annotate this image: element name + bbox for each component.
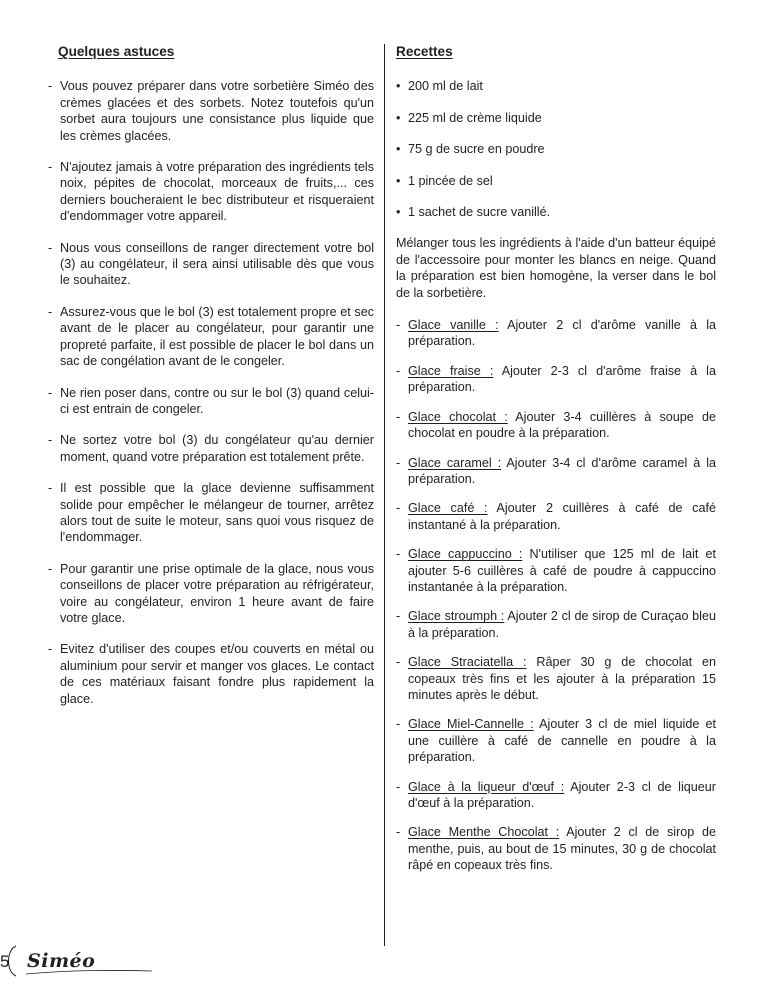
recipe-name: Glace chocolat :: [408, 409, 508, 424]
recipe-text: Ajouter 2-3 cl d'arôme fraise à la préparation.: [408, 363, 716, 395]
bullet-icon: •: [396, 79, 401, 94]
recipe-item: - Glace vanille : Ajouter 2 cl d'arôme vanille à la préparation.: [396, 318, 716, 349]
recipe-text: N'utiliser que 125 ml de lait et ajouter 5-6 cuillères à café de poudre à cappuccino instantanée à la préparation.: [408, 547, 717, 594]
recipe-name: Glace Menthe Chocolat :: [408, 825, 560, 840]
tip-item: - Il est possible que la glace devienne suffisamment solide pour empêcher le mélangeur de tourner, arrêtez alors tout de suite le moteur, sans quoi vous risquez de l'endommager.: [48, 481, 374, 545]
recipe-text: Ajouter 2-3 cl de liqueur d'œuf à la préparation.: [408, 779, 716, 810]
recipe-variants: [396, 317, 716, 874]
recipe-item: - Glace Menthe Chocolat : Ajouter 2 cl de sirop de menthe, puis, au bout de 15 minutes, 30 g de chocolat râpé en copeaux très fins.: [396, 825, 716, 873]
bullet-icon: •: [396, 205, 401, 220]
tip-text: N'ajoutez jamais à votre préparation des ingrédients tels noix, pépites de chocolat, morceaux de fruits,... ces derniers boucheraient le bec distributeur et risqueraient d'endommager votre appareil.: [60, 160, 374, 224]
ingredient-item: • 200 ml de lait: [396, 79, 483, 94]
tip-item: - Evitez d'utiliser des coupes et/ou couverts en métal ou aluminium pour servir et manger vos glaces. Le contact de ces matériaux faisant fondre plus rapidement la glace.: [48, 642, 374, 706]
simeo-logo: Siméo: [27, 950, 96, 972]
bullet-icon: •: [396, 110, 401, 125]
recipe-item: - Glace cappuccino : N'utiliser que 125 ml de lait et ajouter 5-6 cuillères à café de poudre à cappuccino instantanée à la préparation.: [396, 547, 717, 594]
recipe-name: Glace cappuccino :: [408, 547, 523, 562]
ingredient-item: • 1 sachet de sucre vanillé.: [396, 205, 551, 220]
page-footer: [0, 944, 160, 978]
tip-text: Nous vous conseillons de ranger directement votre bol (3) au congélateur, il sera ainsi utilisable dès que vous le souhaitez.: [60, 240, 374, 288]
ingredient-item: • 75 g de sucre en poudre: [396, 142, 545, 157]
recipes-title: Recettes: [396, 44, 453, 59]
recipe-name: Glace caramel :: [408, 455, 502, 470]
bullet-icon: •: [396, 142, 401, 157]
recipe-item: - Glace stroumph : Ajouter 2 cl de sirop de Curaçao bleu à la préparation.: [396, 609, 716, 640]
recipe-name: Glace à la liqueur d'œuf :: [408, 779, 565, 794]
ingredient-item: • 225 ml de crème liquide: [396, 110, 542, 125]
recipe-name: Glace fraise :: [408, 363, 494, 378]
recipe-intro: Mélanger tous les ingrédients à l'aide d'un batteur équipé de l'accessoire pour monter les blancs en neige. Quand la préparation est bien homogène, la verser dans le bol de la sorbetière.: [396, 236, 716, 300]
bullet-icon: •: [396, 173, 401, 188]
recipe-item: - Glace caramel : Ajouter 3-4 cl d'arôme caramel à la préparation.: [396, 455, 717, 486]
recipe-item: - Glace café : Ajouter 2 cuillères à café de café instantané à la préparation.: [396, 501, 716, 532]
tip-item: - Assurez-vous que le bol (3) est totalement propre et sec avant de le placer au congélateur, pour garantir une propreté parfaite, il est possible de placer le bol dans un sac de congélation avant de le congeler.: [48, 304, 374, 369]
page-number: 5: [0, 952, 10, 971]
tip-text: Evitez d'utiliser des coupes et/ou couverts en métal ou aluminium pour servir et manger vos glaces. Le contact de ces matériaux faisant fondre plus rapidement la glace.: [60, 642, 374, 706]
ingredient-list: [396, 78, 716, 220]
recipe-text: Ajouter 3-4 cuillères à soupe de chocolat en poudre à la préparation.: [408, 409, 716, 441]
tip-item: - Vous pouvez préparer dans votre sorbetière Siméo des crèmes glacées et des sorbets. Notez toutefois qu'un sorbet aura toujours une consistance plus liquide que les crèmes glacées.: [48, 79, 374, 143]
recipe-text: Ajouter 2 cl de sirop de menthe, puis, au bout de 15 minutes, 30 g de chocolat râpé en copeaux très fins.: [408, 825, 716, 873]
tip-text: Pour garantir une prise optimale de la glace, nous vous conseillons de placer votre préparation au réfrigérateur, voire au congélateur, environ 1 heure avant de faire votre glace.: [60, 561, 374, 625]
tip-text: Il est possible que la glace devienne suffisamment solide pour empêcher le mélangeur de tourner, arrêtez alors tout de suite le moteur, sans quoi vous risquez de l'endommager.: [60, 481, 374, 545]
recipe-item: - Glace Miel-Cannelle : Ajouter 3 cl de miel liquide et une cuillère à café de cannelle en poudre à la préparation.: [396, 717, 716, 765]
tip-item: - Ne rien poser dans, contre ou sur le bol (3) quand celui-ci est entrain de congeler.: [48, 385, 374, 416]
tips-title: Quelques astuces: [58, 44, 175, 59]
recipe-name: Glace café :: [408, 501, 488, 516]
tip-item: - N'ajoutez jamais à votre préparation des ingrédients tels noix, pépites de chocolat, morceaux de fruits,... ces derniers boucheraient le bec distributeur et risqueraient d'endommager votre appareil.: [48, 160, 374, 224]
recipe-text: Râper 30 g de chocolat en copeaux très fins et les ajouter à la préparation 15 minutes après le début.: [408, 655, 716, 702]
recipe-name: Glace vanille :: [408, 318, 499, 333]
recipe-text: Ajouter 2 cuillères à café de café instantané à la préparation.: [408, 501, 716, 532]
recipe-text: Ajouter 2 cl de sirop de Curaçao bleu à la préparation.: [408, 609, 716, 640]
column-divider: [384, 44, 385, 946]
recipe-text: Ajouter 3 cl de miel liquide et une cuillère à café de cannelle en poudre à la préparation.: [408, 717, 716, 765]
recipe-name: Glace Straciatella :: [408, 655, 527, 670]
tip-item: - Pour garantir une prise optimale de la glace, nous vous conseillons de placer votre préparation au réfrigérateur, voire au congélateur, environ 1 heure avant de faire votre glace.: [48, 561, 374, 625]
recipe-name: Glace Miel-Cannelle :: [408, 717, 534, 732]
recipe-item: - Glace fraise : Ajouter 2-3 cl d'arôme fraise à la préparation.: [396, 363, 716, 395]
tip-item: - Nous vous conseillons de ranger directement votre bol (3) au congélateur, il sera ainsi utilisable dès que vous le souhaitez.: [48, 240, 374, 288]
tips-column: [48, 44, 374, 722]
recipe-text: Ajouter 3-4 cl d'arôme caramel à la préparation.: [408, 455, 717, 486]
recipe-name: Glace stroumph :: [408, 609, 505, 624]
tips-list: [48, 78, 374, 707]
tip-text: Vous pouvez préparer dans votre sorbetière Siméo des crèmes glacées et des sorbets. Notez toutefois qu'un sorbet aura toujours une consistance plus liquide que les crèmes glacées.: [60, 79, 374, 143]
recipe-item: - Glace à la liqueur d'œuf : Ajouter 2-3 cl de liqueur d'œuf à la préparation.: [396, 779, 716, 810]
tip-item: - Ne sortez votre bol (3) du congélateur qu'au dernier moment, quand votre préparation est totalement prête.: [48, 433, 374, 464]
recipes-column: [396, 44, 716, 887]
recipe-item: - Glace chocolat : Ajouter 3-4 cuillères à soupe de chocolat en poudre à la préparation.: [396, 409, 716, 441]
tip-text: Assurez-vous que le bol (3) est totalement propre et sec avant de le placer au congélateur, pour garantir une propreté parfaite, il est possible de placer le bol dans un sac de congélation avant de le congeler.: [60, 304, 374, 369]
ingredient-item: • 1 pincée de sel: [396, 173, 493, 188]
recipe-text: Ajouter 2 cl d'arôme vanille à la préparation.: [408, 318, 716, 349]
recipe-item: - Glace Straciatella : Râper 30 g de chocolat en copeaux très fins et les ajouter à la préparation 15 minutes après le début.: [396, 655, 716, 702]
tip-text: Ne rien poser dans, contre ou sur le bol (3) quand celui-ci est entrain de congeler.: [60, 385, 374, 416]
tip-text: Ne sortez votre bol (3) du congélateur qu'au dernier moment, quand votre préparation est totalement prête.: [60, 433, 374, 464]
